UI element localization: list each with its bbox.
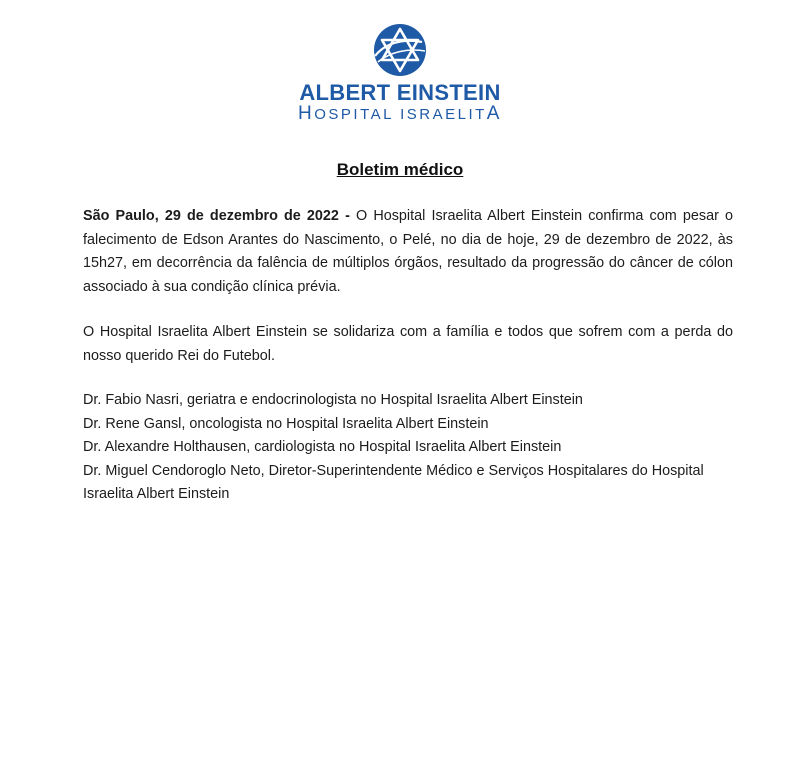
dateline: São Paulo, 29 de dezembro de 2022 - <box>83 208 350 224</box>
signatory: Dr. Rene Gansl, oncologista no Hospital Israelita Albert Einstein <box>83 415 489 432</box>
signatories-list <box>83 389 733 507</box>
announcement-text: O Hospital Israelita Albert Einstein confirma com pesar o falecimento de Edson Arantes do Nascimento, o Pelé, no dia de hoje, 29 de dezembro de 2022, às 15h27, em decorrência da falência de múltiplos órgãos, resultado da progressão do câncer de cólon associado à sua condição clínica prévia. <box>83 208 733 295</box>
logo-middle: OSPITAL ISRAELIT <box>314 106 487 123</box>
logo-wordmark-primary: ALBERT EINSTEIN <box>299 80 501 105</box>
logo-wordmark-secondary <box>0 103 800 125</box>
bulletin-body <box>83 205 733 507</box>
star-of-david-globe-icon <box>372 22 428 78</box>
hospital-logo <box>0 22 800 78</box>
logo-final: A <box>486 103 502 124</box>
logo-initial: H <box>298 103 315 124</box>
signatory: Dr. Miguel Cendoroglo Neto, Diretor-Superintendente Médico e Serviços Hospitalares do Hospital Israelita Albert Einstein <box>83 462 704 502</box>
signatory: Dr. Alexandre Holthausen, cardiologista no Hospital Israelita Albert Einstein <box>83 439 562 455</box>
signatory: Dr. Fabio Nasri, geriatra e endocrinologista no Hospital Israelita Albert Einstein <box>83 392 583 408</box>
paragraph-announcement <box>83 205 733 299</box>
paragraph-condolences: O Hospital Israelita Albert Einstein se solidariza com a família e todos que sofrem com a perda do nosso querido Rei do Futebol. <box>83 324 733 364</box>
document-title: Boletim médico <box>336 160 464 179</box>
